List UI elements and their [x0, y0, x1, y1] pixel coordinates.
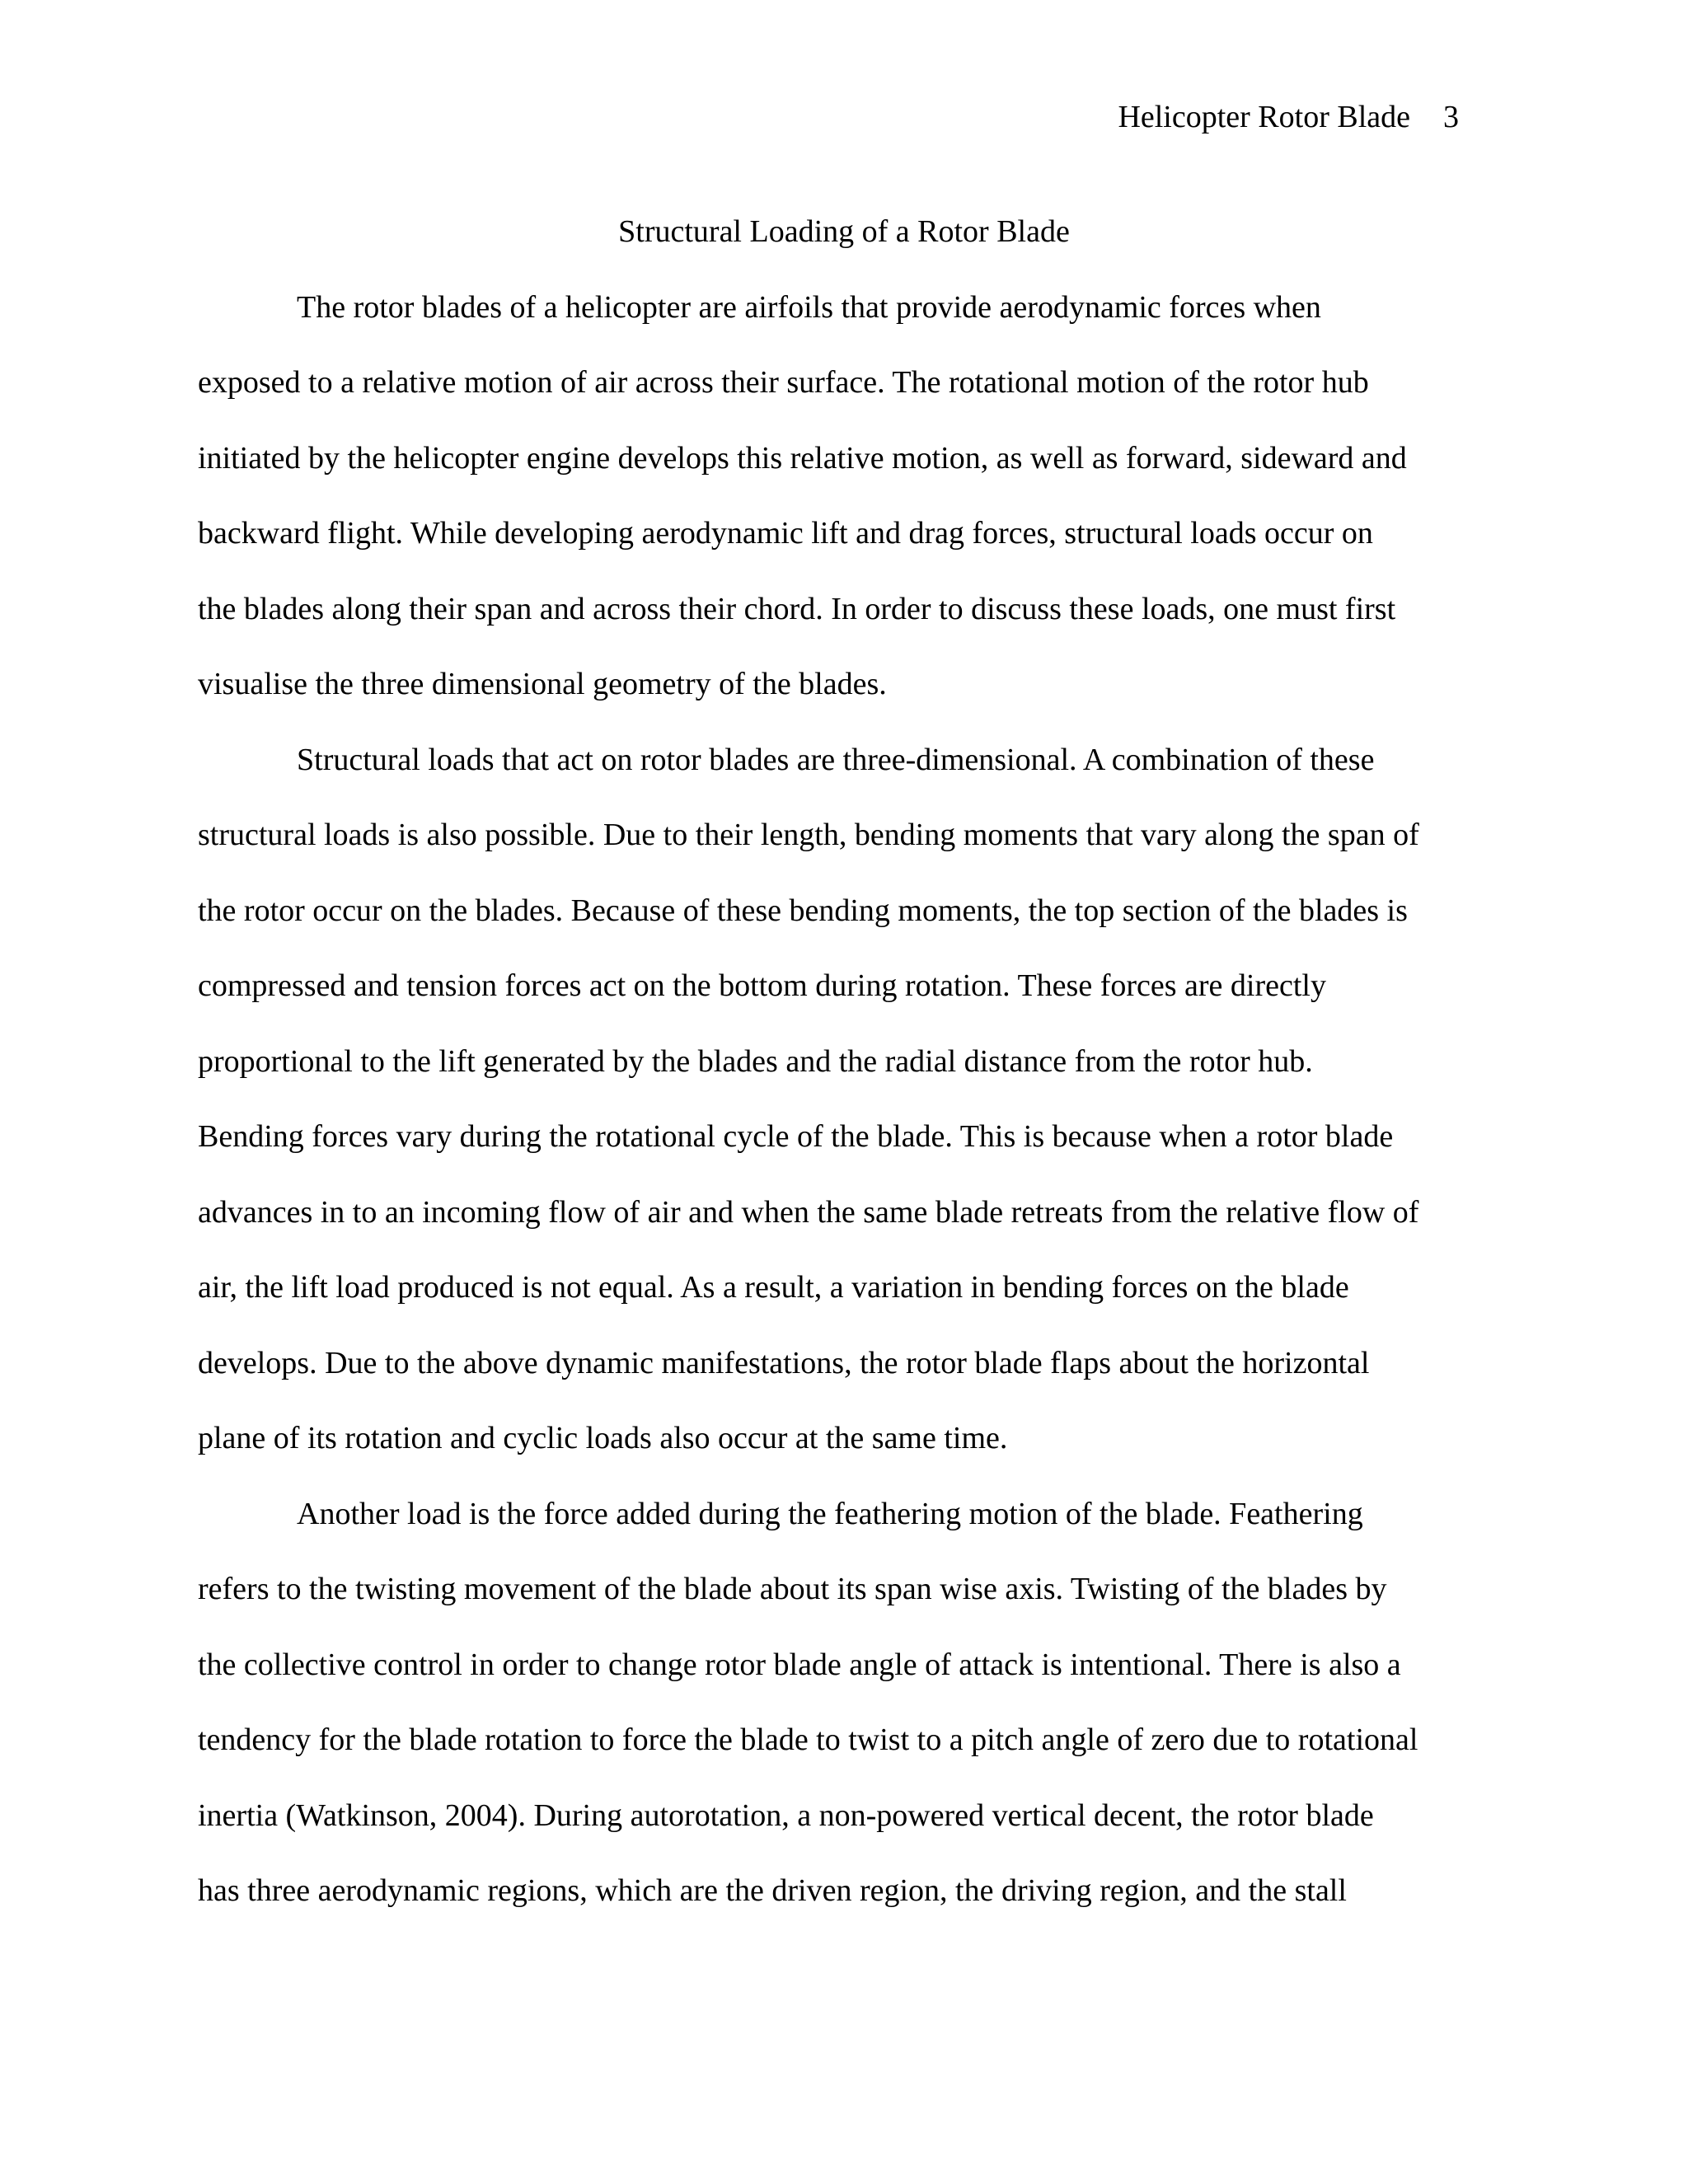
running-head-title: Helicopter Rotor Blade: [1118, 100, 1410, 134]
text-line: inertia (Watkinson, 2004). During autorotation, a non-powered vertical decent, the rotor blade: [198, 1797, 1374, 1833]
text-line: the blades along their span and across their chord. In order to discuss these loads, one must first: [198, 591, 1396, 626]
body-text: [198, 194, 1490, 1929]
text-line: refers to the twisting movement of the blade about its span wise axis. Twisting of the blades by: [198, 1572, 1387, 1606]
text-line: has three aerodynamic regions, which are the driven region, the driving region, and the stall: [198, 1873, 1347, 1908]
text-line: develops. Due to the above dynamic manifestations, the rotor blade flaps about the horizontal: [198, 1345, 1370, 1380]
text-line: compressed and tension forces act on the bottom during rotation. These forces are directly: [198, 968, 1326, 1003]
text-line: plane of its rotation and cyclic loads also occur at the same time.: [198, 1421, 1008, 1455]
paragraph-1: [198, 270, 1490, 723]
text-line: the rotor occur on the blades. Because of these bending moments, the top section of the blades is: [198, 893, 1408, 928]
running-head: [1118, 97, 1459, 137]
text-line: proportional to the lift generated by the blades and the radial distance from the rotor hub.: [198, 1043, 1313, 1079]
text-line: backward flight. While developing aerodynamic lift and drag forces, structural loads occur on: [198, 516, 1373, 551]
text-line: Bending forces vary during the rotational cycle of the blade. This is because when a rotor blade: [198, 1119, 1394, 1154]
text-line: structural loads is also possible. Due to their length, bending moments that vary along the span of: [198, 818, 1419, 852]
text-line: Structural loads that act on rotor blades are three-dimensional. A combination of these: [297, 742, 1375, 777]
text-line: The rotor blades of a helicopter are airfoils that provide aerodynamic forces when: [297, 289, 1321, 325]
text-line: initiated by the helicopter engine develops this relative motion, as well as forward, sideward and: [198, 440, 1407, 476]
text-line: advances in to an incoming flow of air and when the same blade retreats from the relative flow of: [198, 1194, 1419, 1230]
text-line: tendency for the blade rotation to force the blade to twist to a pitch angle of zero due to rotational: [198, 1722, 1418, 1757]
paragraph-3: [198, 1477, 1490, 1929]
page-number: 3: [1443, 100, 1459, 134]
text-line: Another load is the force added during the feathering motion of the blade. Feathering: [297, 1496, 1363, 1531]
section-title: Structural Loading of a Rotor Blade: [618, 214, 1070, 249]
paragraph-2: [198, 723, 1490, 1477]
text-line: exposed to a relative motion of air across their surface. The rotational motion of the rotor hub: [198, 365, 1369, 400]
text-line: air, the lift load produced is not equal. As a result, a variation in bending forces on the blade: [198, 1270, 1349, 1305]
text-line: visualise the three dimensional geometry of the blades.: [198, 667, 887, 701]
text-line: the collective control in order to change rotor blade angle of attack is intentional. There is also a: [198, 1647, 1401, 1682]
